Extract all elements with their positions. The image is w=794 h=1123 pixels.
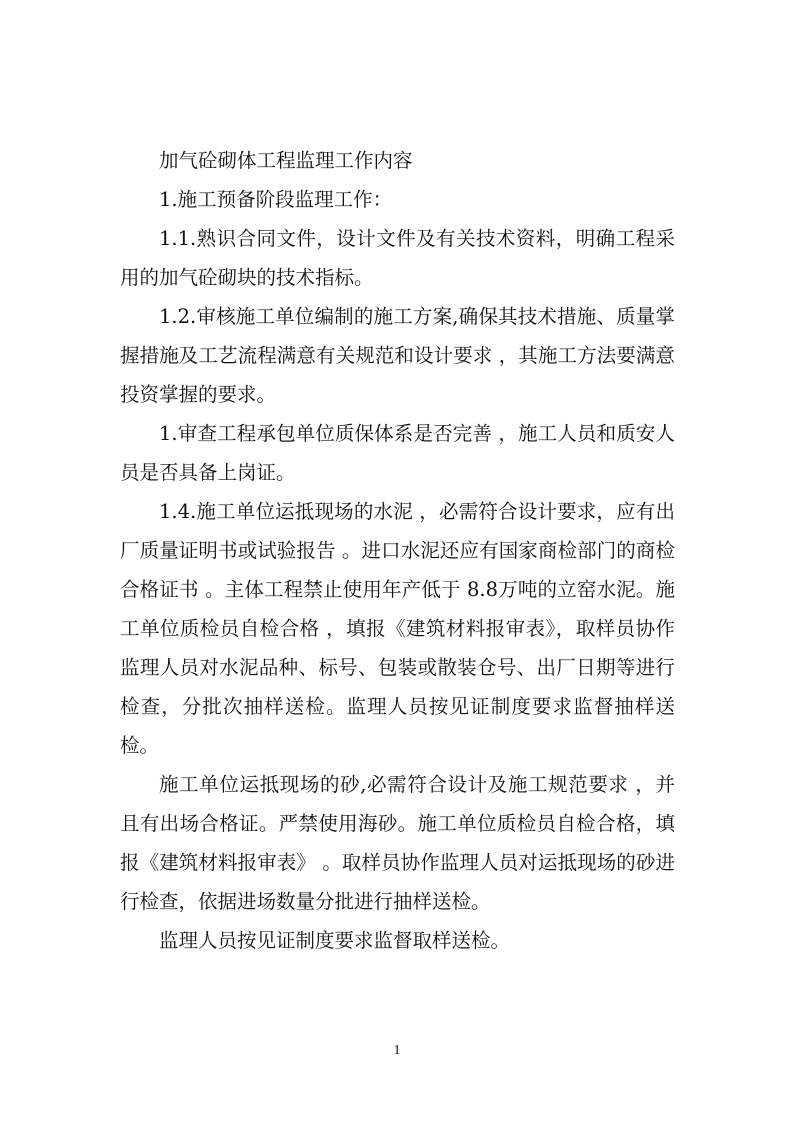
paragraph-1-4: 1.4.施工单位运抵现场的水泥 ，必需符合设计要求，应有出厂质量证明书或试验报告 。进口水泥还应有国家商检部门的商检合格证书 。主体工程禁止使用年产低于 8.8万吨的立窑水泥。施工单位质检员自检合格 ，填报《建筑材料报审表》，取样员协作监理人员对水泥品种、标号、包装或散装仓号、出厂日期等进行检查，分批次抽样送检。监理人员按见证制度要求监督抽样送检。 [120,500,675,757]
paragraph-supervision: 监理人员按见证制度要求监督取样送检。 [159,929,511,952]
section-heading: 1.施工预备阶段监理工作： [159,188,393,211]
page-number: 1 [393,1043,401,1058]
paragraph-1-1: 1.1.熟识合同文件，设计文件及有关技术资料，明确工程采用的加气砼砌块的技术指标。 [120,227,675,289]
document-body [120,141,675,960]
paragraph-1-2: 1.2.审核施工单位编制的施工方案,确保其技术措施、质量掌握措施及工艺流程满意有关规范和设计要求 ，其施工方法要满意投资掌握的要求。 [120,305,675,406]
paragraph-sand: 施工单位运抵现场的砂,必需符合设计及施工规范要求 ，并且有出场合格证。严禁使用海砂。施工单位质检员自检合格，填报《建筑材料报审表》 。取样员协作监理人员对运抵现场的砂进行检查，依据进场数量分批进行抽样送检。 [120,773,675,913]
document-title: 加气砼砌体工程监理工作内容 [159,149,413,172]
paragraph-1-3: 1.审查工程承包单位质保体系是否完善 ，施工人员和质安人员是否具备上岗证。 [120,422,675,484]
